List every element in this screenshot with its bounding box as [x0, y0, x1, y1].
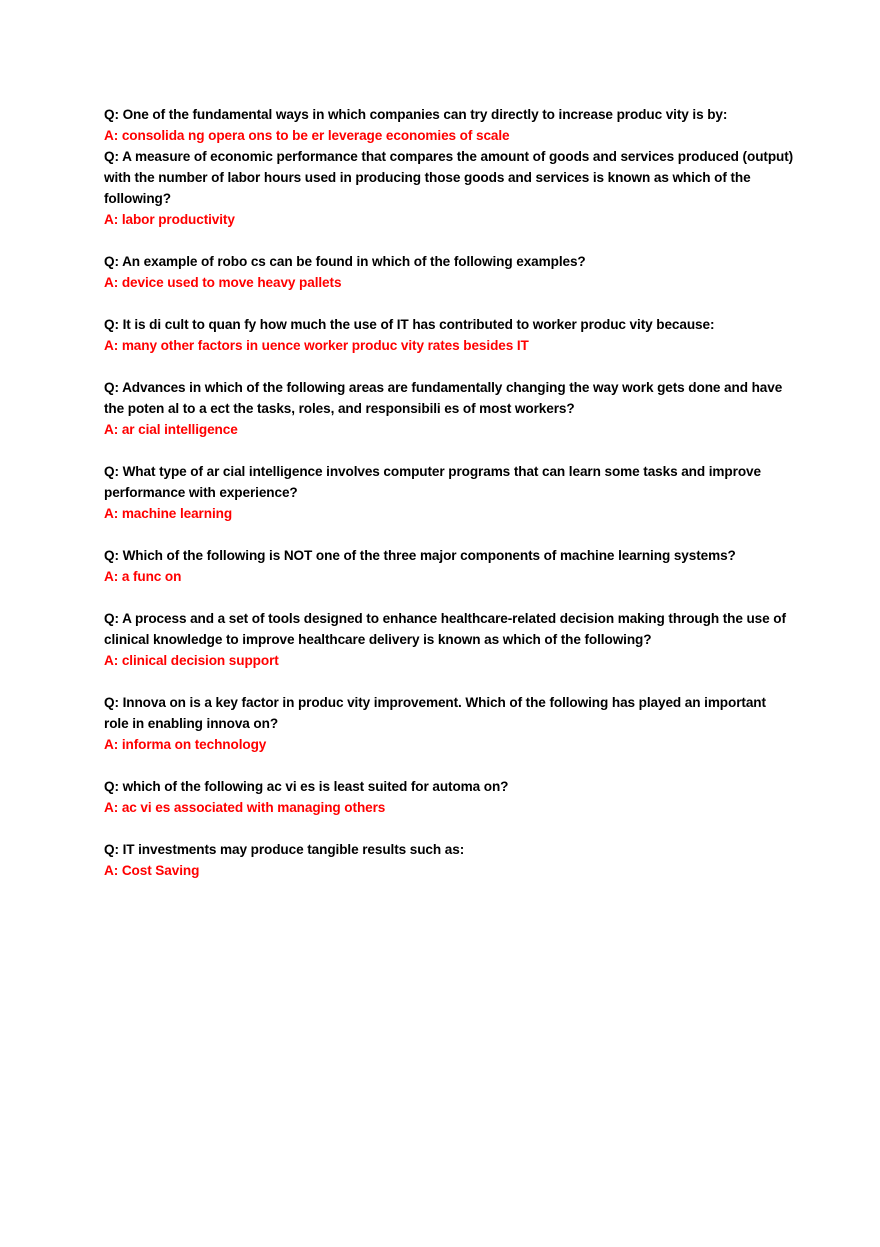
question-5: Q: Advances in which of the following areas are fundamentally changing the way work gets done and have the poten al to a ect the tasks, roles, and responsibili es of most workers? [104, 380, 783, 416]
answer-6: A: machine learning [104, 506, 233, 521]
qa-item-7 [104, 545, 794, 587]
qa-document [104, 104, 794, 881]
question-11: Q: IT investments may produce tangible results such as: [104, 842, 465, 857]
qa-item-10 [104, 776, 794, 818]
qa-item-1 [104, 104, 794, 146]
question-8: Q: A process and a set of tools designed to enhance healthcare-related decision making through the use of clinical knowledge to improve healthcare delivery is known as which of the following? [104, 611, 786, 647]
qa-item-9 [104, 692, 794, 755]
answer-7: A: a func on [104, 569, 182, 584]
answer-1: A: consolida ng opera ons to be er leverage economies of scale [104, 128, 510, 143]
qa-item-5 [104, 377, 794, 440]
qa-item-4 [104, 314, 794, 356]
answer-10: A: ac vi es associated with managing others [104, 800, 386, 815]
qa-item-8 [104, 608, 794, 671]
qa-item-3 [104, 251, 794, 293]
answer-9: A: informa on technology [104, 737, 267, 752]
question-9: Q: Innova on is a key factor in produc vity improvement. Which of the following has played an important role in enabling innova on? [104, 695, 766, 731]
qa-item-11 [104, 839, 794, 881]
answer-3: A: device used to move heavy pallets [104, 275, 342, 290]
answer-5: A: ar cial intelligence [104, 422, 238, 437]
question-3: Q: An example of robo cs can be found in which of the following examples? [104, 254, 586, 269]
question-7: Q: Which of the following is NOT one of the three major components of machine learning systems? [104, 548, 736, 563]
qa-item-6 [104, 461, 794, 524]
question-6: Q: What type of ar cial intelligence involves computer programs that can learn some tasks and improve performance with experience? [104, 464, 761, 500]
answer-4: A: many other factors in uence worker produc vity rates besides IT [104, 338, 529, 353]
answer-8: A: clinical decision support [104, 653, 279, 668]
question-2: Q: A measure of economic performance that compares the amount of goods and services produced (output) with the number of labor hours used in producing those goods and services is known as which of the following? [104, 149, 794, 206]
question-10: Q: which of the following ac vi es is least suited for automa on? [104, 779, 509, 794]
answer-11: A: Cost Saving [104, 863, 200, 878]
question-1: Q: One of the fundamental ways in which companies can try directly to increase produc vity is by: [104, 107, 728, 122]
qa-item-2 [104, 146, 794, 230]
answer-2: A: labor productivity [104, 212, 235, 227]
question-4: Q: It is di cult to quan fy how much the use of IT has contributed to worker produc vity because: [104, 317, 715, 332]
